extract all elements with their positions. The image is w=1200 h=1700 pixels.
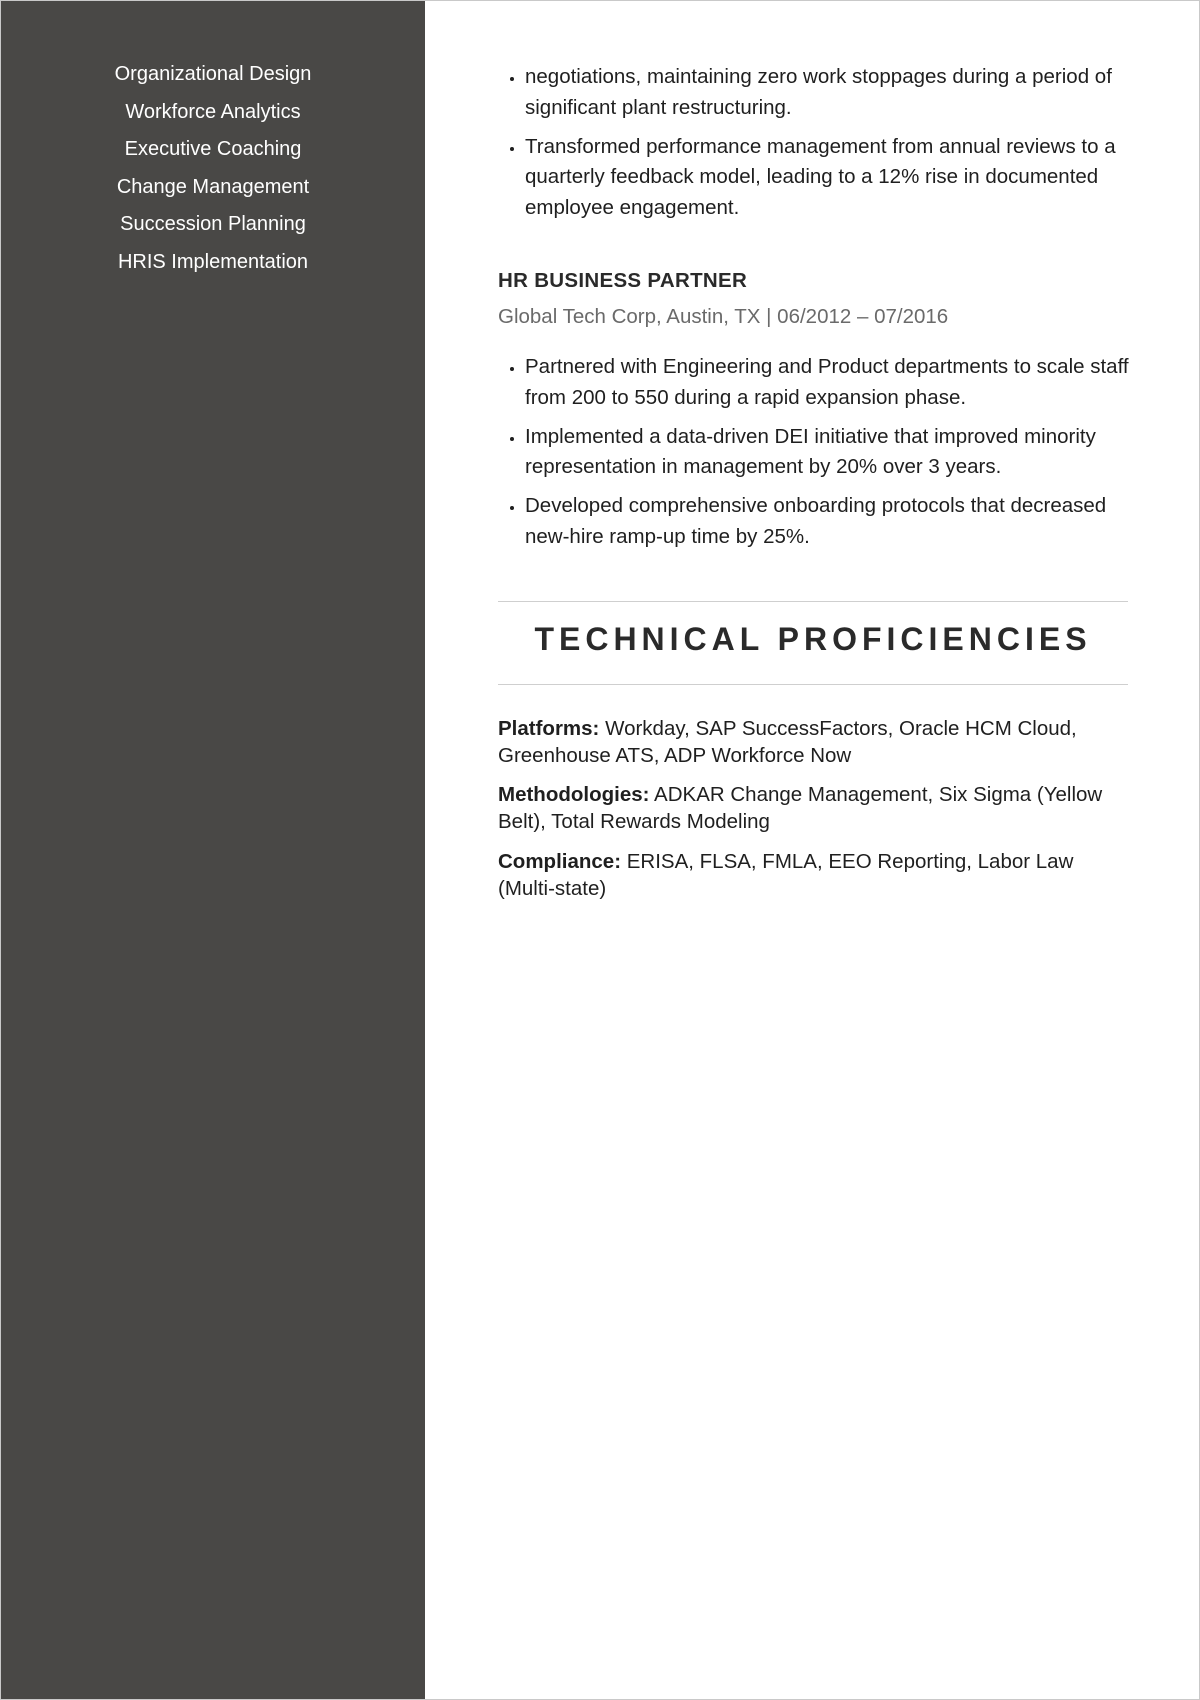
job-bullets bbox=[498, 352, 1155, 561]
proficiency-platforms bbox=[498, 715, 1128, 769]
proficiency-label: Platforms: bbox=[498, 717, 600, 740]
bullet-item: • Transformed performance management from annual reviews to a quarterly feedback model, leading to a 12% rise in documented employee engagement. bbox=[525, 132, 1155, 224]
bullet-item: • Partnered with Engineering and Product departments to scale staff from 200 to 550 during a rapid expansion phase. bbox=[525, 352, 1155, 413]
skill-item: Succession Planning bbox=[120, 213, 306, 235]
bullet-item: • Developed comprehensive onboarding protocols that decreased new-hire ramp-up time by 25%. bbox=[525, 491, 1155, 552]
job-company-dates: Global Tech Corp, Austin, TX | 06/2012 – 07/2016 bbox=[498, 305, 949, 328]
proficiency-value: ERISA, FLSA, FMLA, EEO Reporting, Labor Law (Multi-state) bbox=[498, 850, 1074, 900]
sidebar bbox=[1, 1, 425, 1699]
skill-item: Organizational Design bbox=[114, 63, 312, 85]
bullet-item: • negotiations, maintaining zero work stoppages during a period of significant plant restructuring. bbox=[525, 62, 1155, 123]
bullet-item: • Implemented a data-driven DEI initiative that improved minority representation in management by 20% over 3 years. bbox=[525, 422, 1155, 483]
skills-list bbox=[1, 59, 425, 284]
skill-item: HRIS Implementation bbox=[117, 250, 309, 273]
skill-item: Workforce Analytics bbox=[125, 100, 301, 123]
skill-item: Change Management bbox=[116, 175, 310, 198]
proficiency-value: ADKAR Change Management, Six Sigma (Yellow Belt), Total Rewards Modeling bbox=[498, 783, 1103, 833]
proficiency-label: Methodologies: bbox=[498, 783, 650, 806]
proficiency-compliance bbox=[498, 848, 1128, 902]
proficiency-methodologies bbox=[498, 781, 1128, 835]
proficiency-value: Workday, SAP SuccessFactors, Oracle HCM Cloud, Greenhouse ATS, ADP Workforce Now bbox=[498, 717, 1077, 767]
section-divider-bottom bbox=[498, 684, 1128, 685]
previous-job-bullets bbox=[498, 62, 1155, 232]
proficiency-label: Compliance: bbox=[498, 850, 622, 873]
job-title: HR BUSINESS PARTNER bbox=[498, 269, 748, 292]
section-divider-top bbox=[498, 601, 1128, 602]
skill-item: Executive Coaching bbox=[124, 138, 302, 160]
section-heading-technical: TECHNICAL PROFICIENCIES bbox=[534, 621, 1092, 657]
